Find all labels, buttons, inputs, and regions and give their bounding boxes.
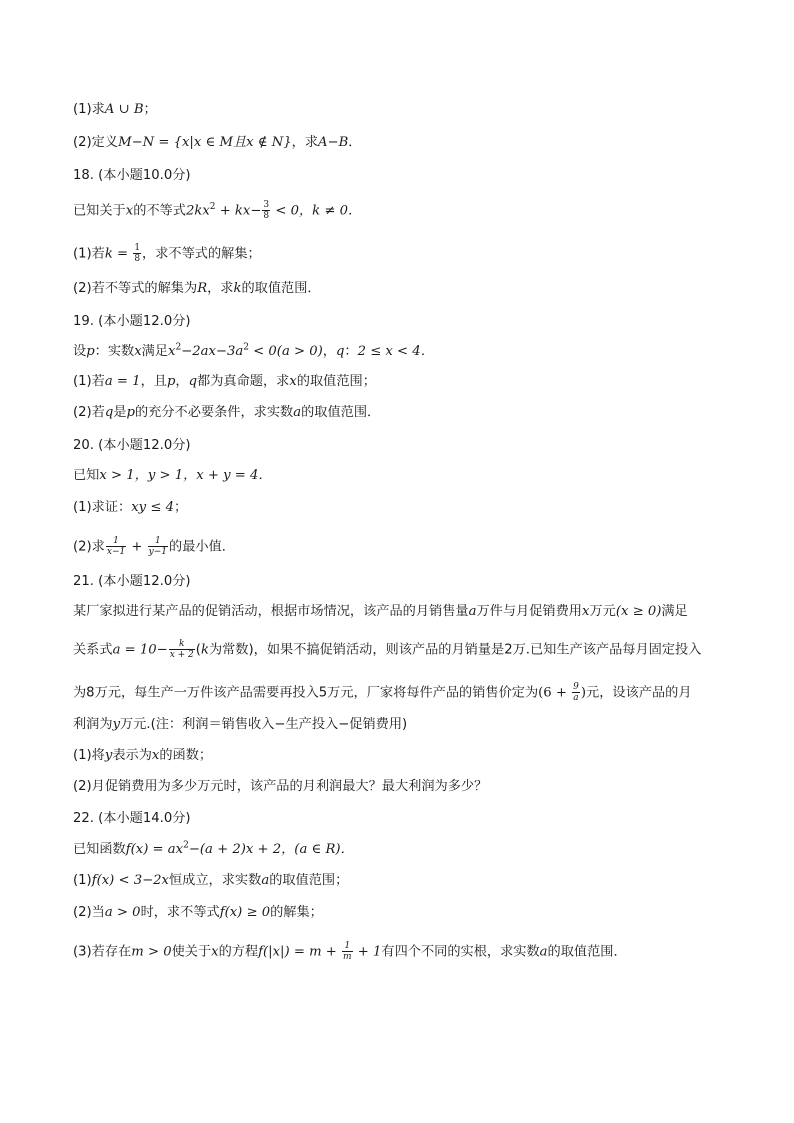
p22-part2	[73, 904, 323, 922]
p18-part1-num: 1	[134, 243, 141, 253]
p17-part1-punct: ；	[143, 102, 157, 117]
p21-part1-text: 表示为	[112, 748, 152, 763]
p18-part1-text: ，求不等式的解集；	[142, 246, 261, 262]
p19-part2-label: (2)若	[73, 405, 105, 420]
p21-line1-text4: 满足	[661, 604, 688, 619]
p19-exp2: 2	[243, 342, 249, 353]
p19-var-q: q	[335, 344, 345, 359]
p19-header: 19. (本小题12.0分)	[73, 314, 191, 329]
p21-var-y: y	[112, 717, 121, 732]
p17-part2-definition: M−N = {x|x ∈ M且x ∉ N}	[118, 135, 292, 150]
p22-part3-expr: f(|x|) = m +	[258, 944, 342, 960]
p21-part1-label: (1)将	[73, 748, 105, 763]
p21-line3-text: 为8万元，每生产一万件该产品需要再投入5万元，厂家将每件产品的销售价定为	[73, 685, 539, 701]
p20-part1-expr: xy ≤ 4	[131, 500, 174, 515]
p20-part1-punct: ；	[173, 500, 188, 515]
p22-part2-label: (2)当	[73, 905, 105, 920]
p17-part2-label: (2)定义	[73, 135, 119, 150]
p21-line1-text2: 万件与月促销费用	[476, 604, 582, 619]
p21-var-x: x	[582, 604, 590, 619]
p22-part3-expr2: + 1	[353, 944, 382, 960]
p19-part1-text2: 都为真命题，求	[197, 374, 290, 389]
p19-part1-expr: a = 1	[104, 374, 141, 389]
p21-line3-paren: )	[580, 685, 587, 701]
p20-stem-expr: x > 1，y > 1，x + y = 4．	[99, 468, 272, 483]
p19-part1-x: x	[289, 374, 297, 389]
p21-var-a: a	[468, 604, 477, 619]
p17-part1-math: A ∪ B	[104, 102, 144, 117]
p22-part3-fraction	[342, 941, 353, 962]
p18-part1	[73, 243, 261, 264]
p21-line2-paren: (	[195, 642, 201, 658]
p21-part1	[73, 747, 212, 765]
p19-stem-comma: ，	[322, 344, 336, 359]
p22-part3-cond: m > 0	[131, 944, 172, 960]
p22-part1-expr: f(x) < 3−2x	[91, 873, 169, 888]
p19-part2-p: p	[126, 405, 135, 420]
p19-stem-text2: ：实数	[94, 344, 135, 359]
p19-part2-text: 是	[113, 405, 127, 420]
p19-part1-label: (1)若	[73, 374, 105, 389]
p22-part1-text: 恒成立，求实数	[169, 873, 262, 888]
p18-exponent: 2	[209, 202, 216, 213]
p20-part2-label: (2)求	[73, 539, 105, 555]
p19-part2-text2: 的充分不必要条件，求实数	[134, 405, 294, 420]
p17-part1	[73, 101, 157, 119]
p18-expr-c: < 0，k ≠ 0．	[271, 203, 362, 219]
p22-part1	[73, 872, 348, 890]
p21-line2-num: k	[169, 639, 195, 650]
p18-stem-text2: 的不等式	[133, 203, 186, 219]
p22-part3-den: m	[343, 952, 352, 962]
p21-line3-expr: (6 +	[538, 685, 572, 701]
p22-part3-num: 1	[342, 941, 353, 952]
p18-part2-k: k	[233, 281, 242, 296]
p20-frac2-den: y−1	[148, 547, 168, 557]
p21-line2-den: x + 2	[169, 650, 194, 660]
p21-line2-text: 关系式	[73, 642, 113, 658]
p18-header: 18. (本小题10.0分)	[73, 168, 191, 183]
p22-header: 22. (本小题14.0分)	[73, 811, 191, 826]
p19-stem-colon: ：	[344, 344, 358, 359]
p22-part3-label: (3)若存在	[73, 944, 132, 960]
p18-part1-den: 8	[134, 254, 141, 264]
p18-var-x: x	[125, 203, 134, 219]
p19-stem-text: 设	[73, 344, 87, 359]
p21-part1-x: x	[151, 748, 160, 763]
p17-part1-label: (1)求	[73, 102, 105, 117]
p20-part2-text: 的最小值．	[169, 539, 235, 555]
p20-stem-text: 已知	[73, 468, 100, 483]
p21-line2-expr: a = 10−	[112, 642, 168, 658]
p21-line1-text: 某厂家拟进行某产品的促销活动，根据市场情况，该产品的月销售量	[73, 604, 469, 619]
p21-line4-text2: 万元.(注：利润＝销售收入−生产投入−促销费用)	[120, 717, 408, 732]
p18-part2-R: R	[197, 281, 208, 296]
p21-line1	[73, 603, 688, 621]
p20-frac2-num: 1	[148, 536, 168, 547]
p22-part1-a: a	[261, 873, 270, 888]
p22-part3-x: x	[211, 944, 219, 960]
p17-part2-punct: ．	[348, 135, 362, 150]
p21-line2-text2: 为常数)，如果不搞促销活动，则该产品的月销量是2万.已知生产该产品每月固定投入	[208, 642, 702, 658]
p19-expr-b: −2ax−3a	[181, 344, 244, 359]
p22-stem-text: 已知函数	[73, 842, 126, 857]
p20-header: 20. (本小题12.0分)	[73, 438, 191, 453]
p20-frac1-den: x−1	[106, 547, 126, 557]
p19-part1-q: q	[188, 374, 198, 389]
p17-part2-text: ，求	[291, 135, 319, 150]
p21-line3-den: a	[573, 693, 579, 703]
p18-stem	[73, 200, 361, 221]
p20-fraction1	[106, 536, 126, 557]
p19-var-p: p	[86, 344, 95, 359]
p21-line1-cond: (x ≥ 0)	[615, 604, 662, 619]
p19-part2	[73, 404, 380, 422]
p20-plus: +	[127, 539, 147, 555]
p18-part2-text: ，求	[207, 281, 234, 296]
p21-line2	[73, 639, 701, 660]
p21-line3	[73, 682, 692, 703]
p18-expr-a: 2kx	[185, 203, 210, 219]
p19-part1-comma: ，	[175, 374, 189, 389]
p21-line3-fraction	[572, 682, 580, 703]
p21-line4-text: 利润为	[73, 717, 113, 732]
p20-part1-label: (1)求证：	[73, 500, 132, 515]
p22-part1-text2: 的取值范围；	[269, 873, 349, 888]
p18-frac-den: 8	[263, 211, 270, 221]
p21-part1-y: y	[104, 748, 113, 763]
p18-part2	[73, 280, 321, 298]
p17-part2	[73, 134, 361, 152]
p18-part2-label: (2)若不等式的解集为	[73, 281, 198, 296]
p19-expr-d: 2 ≤ x < 4．	[357, 344, 434, 359]
p19-part1-p: p	[166, 374, 176, 389]
p22-part2-expr: f(x) ≥ 0	[219, 905, 271, 920]
p22-part2-text: 时，求不等式	[140, 905, 220, 920]
p21-line3-text2: 元，设该产品的月	[586, 685, 692, 701]
p19-stem-text3: 满足	[141, 344, 169, 359]
p21-line3-num: 9	[573, 682, 579, 692]
p22-part2-cond: a > 0	[104, 905, 141, 920]
p19-expr-a: x	[168, 344, 176, 359]
p22-part3-text3: 有四个不同的实根，求实数	[381, 944, 540, 960]
p19-part1-text: ，且	[140, 374, 167, 389]
p19-part2-text3: 的取值范围．	[301, 405, 381, 420]
p18-expr-b: + kx−	[215, 203, 262, 219]
p19-exp1: 2	[175, 342, 182, 353]
p17-part2-math: A−B	[318, 135, 349, 150]
p22-part3-text2: 的方程	[218, 944, 259, 960]
p20-stem	[73, 467, 272, 485]
p20-part2	[73, 536, 235, 557]
p19-stem	[73, 343, 434, 361]
p22-stem	[73, 841, 354, 859]
p21-line2-fraction	[169, 639, 195, 660]
p22-part1-label: (1)	[73, 873, 92, 888]
p22-part3-text4: 的取值范围．	[547, 944, 627, 960]
p21-header: 21. (本小题12.0分)	[73, 574, 191, 589]
p20-frac1-num: 1	[106, 536, 126, 547]
p18-frac-num: 3	[263, 200, 270, 210]
p19-var-x: x	[134, 344, 142, 359]
p19-part1	[73, 373, 376, 391]
p21-line1-text3: 万元	[589, 604, 616, 619]
p19-part1-text3: 的取值范围；	[296, 374, 376, 389]
p22-part2-text2: 的解集；	[270, 905, 323, 920]
p22-expr-a: f(x) = ax	[125, 842, 184, 857]
p21-part1-text2: 的函数；	[159, 748, 213, 763]
p18-part1-label: (1)若	[73, 246, 105, 262]
p18-stem-text: 已知关于	[73, 203, 126, 219]
p18-fraction	[262, 200, 270, 221]
p22-part3-a: a	[539, 944, 548, 960]
p19-part2-q: q	[104, 405, 114, 420]
p21-line2-k: k	[200, 642, 209, 658]
p19-expr-c: < 0(a > 0)	[248, 344, 323, 359]
p18-part1-fraction	[133, 243, 141, 264]
p22-exponent: 2	[183, 840, 189, 851]
p18-part2-text2: 的取值范围．	[241, 281, 321, 296]
p18-part1-var: k =	[104, 246, 133, 262]
p22-expr-b: −(a + 2)x + 2，(a ∈ R)．	[188, 842, 354, 857]
p22-part3-text: 使关于	[171, 944, 212, 960]
p20-fraction2	[148, 536, 168, 557]
p21-part2: (2)月促销费用为多少万元时，该产品的月利润最大？最大利润为多少？	[73, 779, 488, 794]
p21-line4	[73, 716, 407, 734]
p20-part1	[73, 499, 187, 517]
p19-part2-a: a	[293, 405, 302, 420]
p22-part3	[73, 941, 627, 962]
